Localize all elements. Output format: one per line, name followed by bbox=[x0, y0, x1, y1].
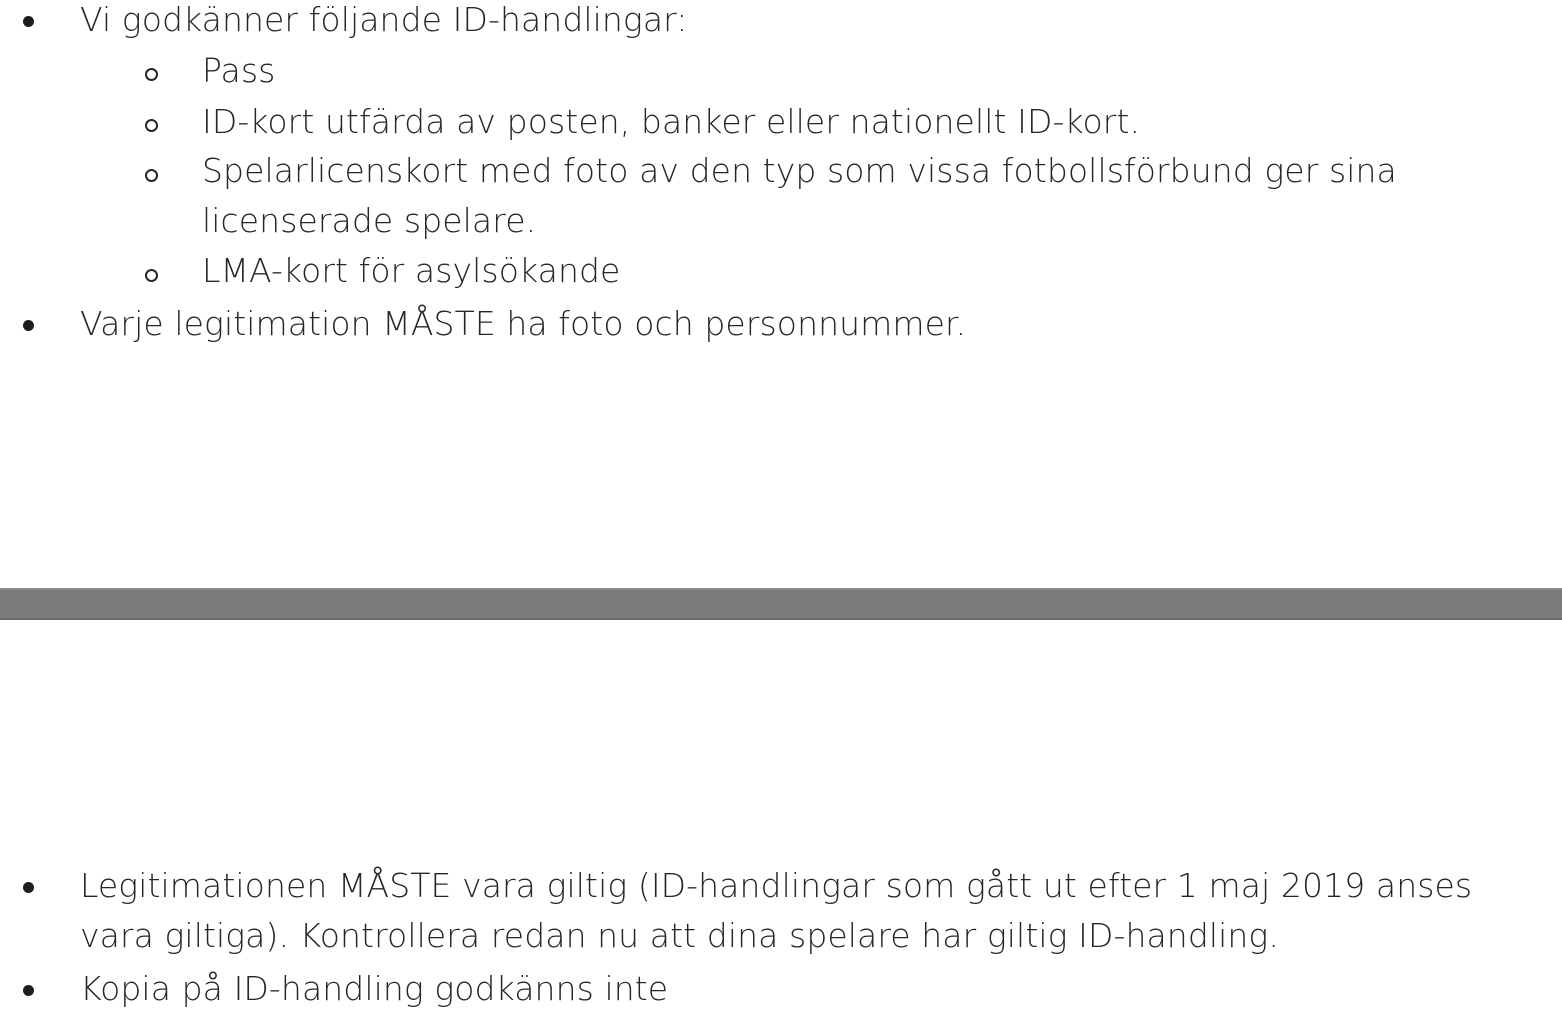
sub-list-item: Spelarlicenskort med foto av den typ som vissa fotbollsförbund ger sina bbox=[202, 151, 1397, 190]
list-item: Varje legitimation MÅSTE ha foto och personnummer. bbox=[80, 304, 967, 343]
circle-bullet-marker bbox=[145, 119, 158, 132]
bullet-marker bbox=[23, 320, 34, 331]
sub-list-item: Pass bbox=[202, 51, 276, 90]
bullet-marker bbox=[23, 882, 34, 893]
page-separator bbox=[0, 588, 1562, 620]
circle-bullet-marker bbox=[145, 169, 158, 182]
sub-list-item: ID-kort utfärda av posten, banker eller nationellt ID-kort. bbox=[202, 102, 1141, 141]
document-page-bottom bbox=[0, 620, 1562, 1024]
bullet-marker bbox=[23, 16, 34, 27]
sub-list-item-continuation: licenserade spelare. bbox=[202, 201, 537, 240]
list-item: Legitimationen MÅSTE vara giltig (ID-handlingar som gått ut efter 1 maj 2019 anses bbox=[80, 866, 1473, 905]
circle-bullet-marker bbox=[145, 68, 158, 81]
list-item: Kopia på ID-handling godkänns inte bbox=[80, 969, 669, 1008]
list-item-continuation: vara giltiga). Kontrollera redan nu att dina spelare har giltig ID-handling. bbox=[80, 916, 1279, 955]
bullet-marker bbox=[23, 985, 34, 996]
sub-list-item: LMA-kort för asylsökande bbox=[202, 251, 621, 290]
list-item: Vi godkänner följande ID-handlingar: bbox=[80, 0, 688, 39]
circle-bullet-marker bbox=[145, 269, 158, 282]
